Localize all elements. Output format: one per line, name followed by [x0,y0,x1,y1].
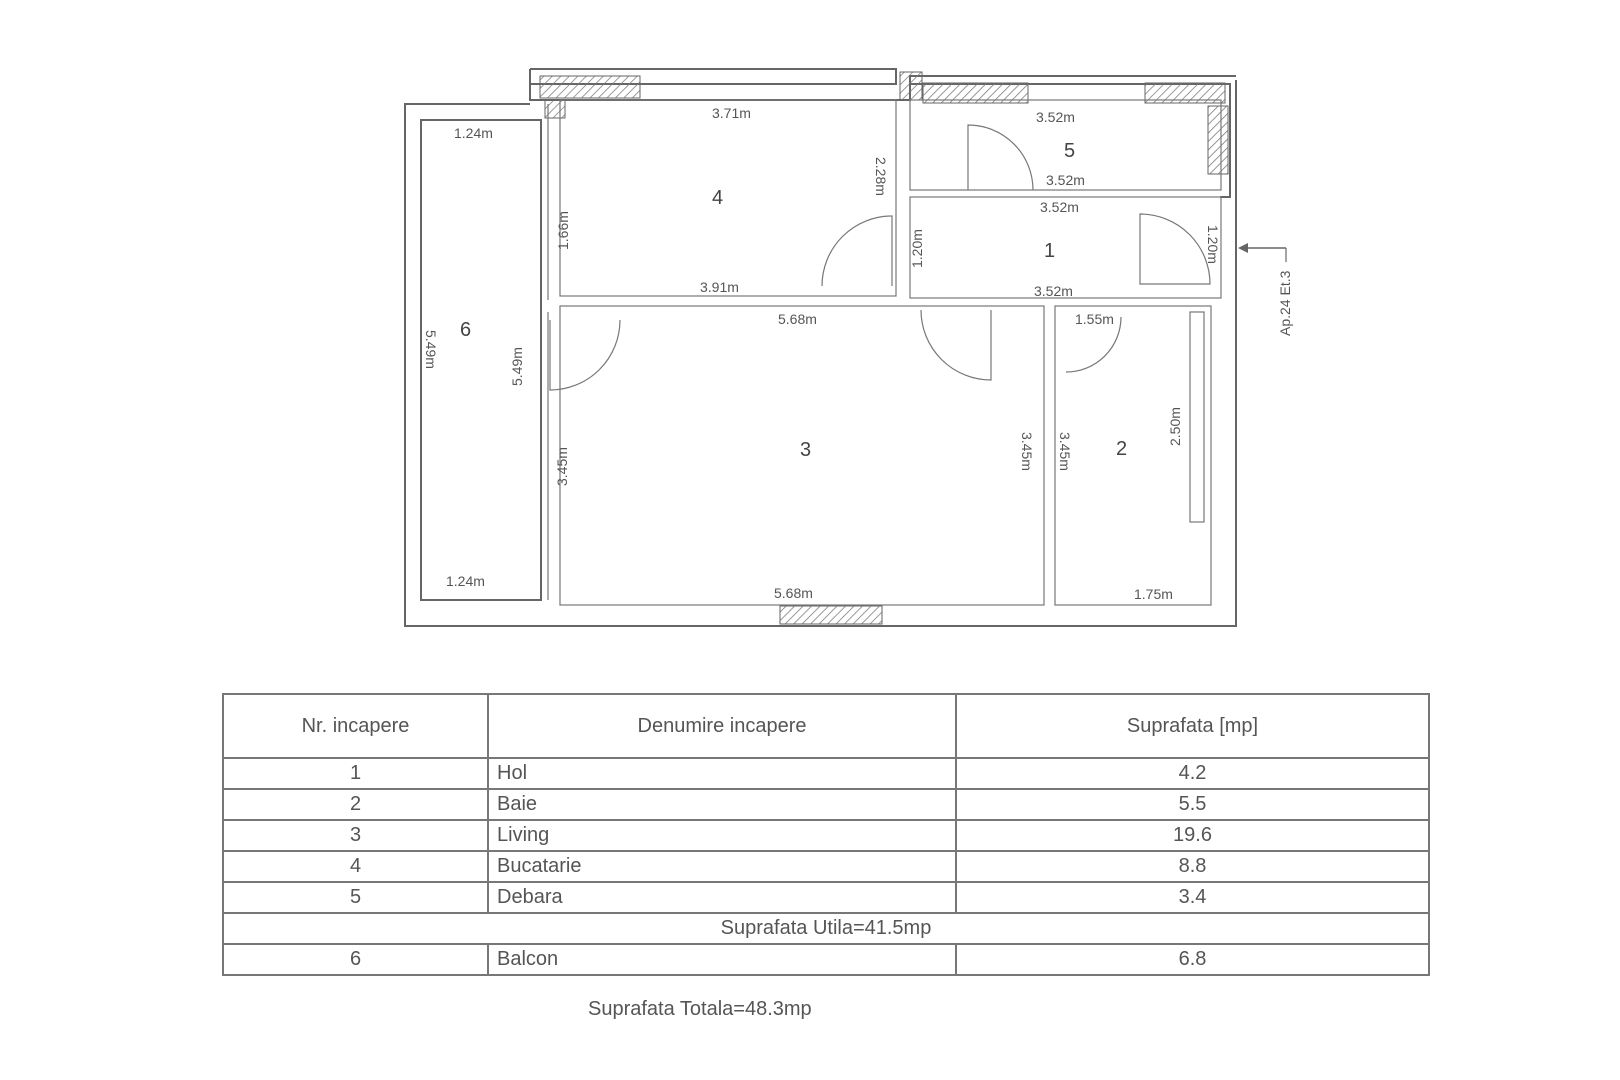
cell-nr: 6 [223,944,488,975]
room-area-table [222,693,1430,976]
cell-nr: 2 [223,789,488,820]
dim-kitchen-top: 3.71m [712,105,751,121]
table-row [223,820,1429,851]
dim-hall-bottom: 3.52m [1034,283,1073,299]
room-number-3: 3 [800,439,812,461]
dim-hall-right: 1.20m [1205,225,1221,264]
table-row [223,789,1429,820]
cell-area: 5.5 [956,789,1429,820]
cell-nr: 3 [223,820,488,851]
room-number-5: 5 [1064,140,1076,162]
dim-balcony-left: 5.49m [423,330,439,369]
cell-area: 8.8 [956,851,1429,882]
dim-hall-top: 3.52m [1040,199,1079,215]
room-number-6: 6 [460,319,472,341]
dim-balcony-bottom: 1.24m [446,573,485,589]
dim-bath-left: 3.45m [1057,432,1073,471]
dim-balcony-top: 1.24m [454,125,493,141]
dim-living-right: 3.45m [1019,432,1035,471]
dim-living-top: 5.68m [778,311,817,327]
header-nr: Nr. incapere [223,694,488,758]
useful-area-row [223,913,1429,944]
room-number-4: 4 [712,187,724,209]
dim-living-bottom: 5.68m [774,585,813,601]
header-name: Denumire incapere [488,694,956,758]
cell-area: 19.6 [956,820,1429,851]
cell-name: Hol [488,758,956,789]
table-row [223,882,1429,913]
dim-storage-bottom: 3.52m [1046,172,1085,188]
table-row [223,851,1429,882]
cell-name: Balcon [488,944,956,975]
hatched-walls [540,72,1228,624]
cell-area: 4.2 [956,758,1429,789]
useful-area-total: Suprafata Utila=41.5mp [223,913,1429,944]
cell-area: 6.8 [956,944,1429,975]
header-area: Suprafata [mp] [956,694,1429,758]
dim-living-left: 3.45m [554,447,570,486]
dim-bath-top: 1.55m [1075,311,1114,327]
cell-name: Debara [488,882,956,913]
dim-bath-bottom: 1.75m [1134,586,1173,602]
dim-kitchen-left: 1.66m [555,211,571,250]
entrance-label: Ap.24 Et.3 [1277,270,1293,336]
cell-name: Bucatarie [488,851,956,882]
table-row [223,944,1429,975]
cell-area: 3.4 [956,882,1429,913]
cell-name: Living [488,820,956,851]
dim-kitchen-bottom: 3.91m [700,279,739,295]
cell-name: Baie [488,789,956,820]
cell-nr: 1 [223,758,488,789]
table-row [223,758,1429,789]
entrance-arrow [1238,243,1286,262]
room-number-2: 2 [1116,438,1128,460]
dim-bath-right: 2.50m [1167,407,1183,446]
cell-nr: 5 [223,882,488,913]
table-header-row [223,694,1429,758]
dim-storage-top: 3.52m [1036,109,1075,125]
room-number-1: 1 [1044,240,1056,262]
dim-hall-left: 1.20m [909,229,925,268]
total-area: Suprafata Totala=48.3mp [588,998,812,1020]
dim-living-side: 5.49m [509,347,525,386]
cell-nr: 4 [223,851,488,882]
dim-kitchen-right: 2.28m [873,157,889,196]
